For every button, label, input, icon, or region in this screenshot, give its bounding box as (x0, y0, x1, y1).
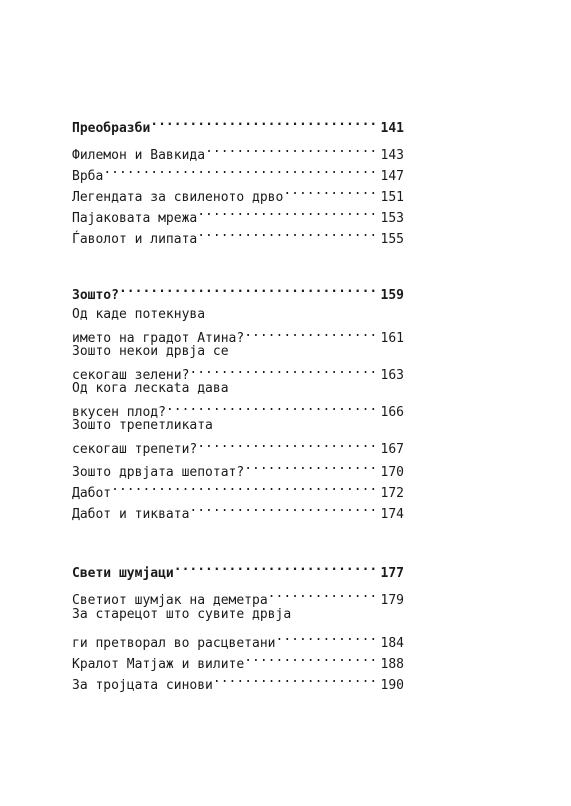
page-number: 143 (380, 148, 404, 163)
entry-title: Филемон и Вавкида (72, 148, 206, 163)
toc-entry (72, 159, 404, 184)
page-number: 167 (380, 442, 404, 457)
toc-section (72, 556, 404, 693)
entry-title: Дабот и тиквата (72, 507, 190, 522)
leader-dots (174, 556, 377, 577)
entry-title-line: Зошто некои дрвја се (72, 344, 229, 359)
leader-dots (189, 497, 376, 518)
page-number: 190 (380, 678, 404, 693)
entry-title-line: Од каде потекнува (72, 307, 206, 322)
leader-dots (103, 159, 376, 180)
entry-title-line: вкусен плод? (72, 405, 166, 420)
leader-dots (119, 278, 377, 299)
entry-title: Дабот (72, 486, 112, 501)
page-number: 177 (380, 566, 404, 581)
leader-dots (197, 435, 376, 453)
entry-title: Ѓаволот и липата (72, 232, 198, 247)
entry-title-line: За старецот што сувите дрвја (72, 607, 292, 622)
leader-dots (244, 647, 376, 668)
leader-dots (166, 398, 377, 416)
entry-title: Кралот Матјаж и вилите (72, 657, 245, 672)
page-number: 170 (380, 465, 404, 480)
toc-section-heading (72, 111, 404, 136)
page-number: 166 (380, 405, 404, 420)
toc-section-heading (72, 556, 404, 581)
toc-section (72, 278, 404, 522)
page-number: 151 (380, 190, 404, 205)
toc-section (72, 111, 404, 247)
toc-entry (72, 476, 404, 501)
page-number: 153 (380, 211, 404, 226)
entry-title-line: Од кога лескata дава (72, 381, 229, 396)
toc-entry (72, 583, 404, 608)
toc-entry (72, 497, 404, 522)
page-number: 161 (380, 331, 404, 346)
toc-entry (72, 305, 404, 346)
page-number: 184 (380, 636, 404, 651)
leader-dots (205, 138, 376, 159)
leader-dots (283, 180, 376, 201)
toc-entry (72, 379, 404, 420)
leader-dots (197, 201, 376, 222)
toc-entry (72, 138, 404, 163)
entry-title: Зошто дрвјата шепотат? (72, 465, 245, 480)
page-number: 163 (380, 368, 404, 383)
entry-title: За тројцата синови (72, 678, 213, 693)
page-number: 147 (380, 169, 404, 184)
entry-title-line: Зошто трепетликата (72, 418, 213, 433)
entry-title: Легендата за свиленото дрво (72, 190, 284, 205)
leader-dots (197, 222, 376, 243)
page-number: 174 (380, 507, 404, 522)
page-number: 159 (380, 288, 404, 303)
entry-title-line: секогаш зелени? (72, 368, 190, 383)
entry-title-line: секогаш трепети? (72, 442, 198, 457)
entry-title: Светиот шумјак на деметра (72, 593, 268, 608)
leader-dots (150, 111, 376, 132)
leader-dots (244, 455, 376, 476)
entry-title: Пајаковата мрежа (72, 211, 198, 226)
section-title: Свети шумјаци (72, 566, 174, 581)
page-number: 141 (380, 121, 404, 136)
leader-dots (268, 583, 377, 604)
page-number: 155 (380, 232, 404, 247)
toc-entry (72, 180, 404, 205)
toc-section-heading (72, 278, 404, 303)
section-title: Преобразби (72, 121, 151, 136)
leader-dots (244, 324, 376, 342)
leader-dots (189, 361, 376, 379)
leader-dots (111, 476, 376, 497)
entry-title-line: ги претворал во расцветани (72, 636, 276, 651)
toc-entry (72, 604, 404, 651)
page-number: 172 (380, 486, 404, 501)
leader-dots (276, 626, 377, 647)
toc-entry (72, 416, 404, 457)
leader-dots (213, 668, 377, 689)
entry-title: Врба (72, 169, 104, 184)
section-title: Зошто? (72, 288, 119, 303)
page-number: 188 (380, 657, 404, 672)
page-number: 179 (380, 593, 404, 608)
entry-title-line: името на градот Атина? (72, 331, 245, 346)
